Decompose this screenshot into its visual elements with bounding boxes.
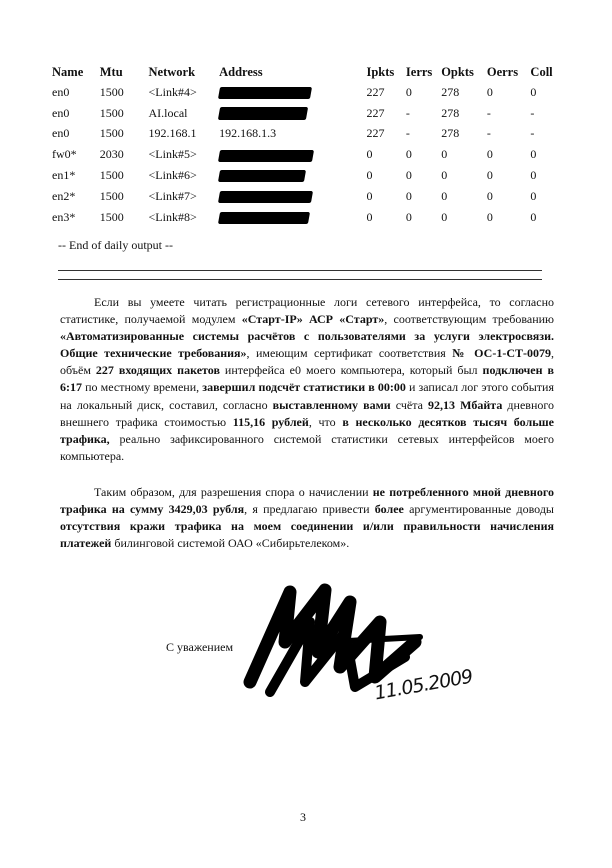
cell-network: AI.local bbox=[148, 105, 188, 120]
cell-address bbox=[219, 82, 366, 103]
table-row bbox=[52, 165, 572, 186]
header-name: Name bbox=[52, 64, 84, 79]
text-run: , объём bbox=[60, 346, 554, 378]
cell-oerrs: - bbox=[486, 105, 491, 120]
cell-opkts: 278 bbox=[441, 84, 460, 99]
signature-date: 11.05.2009 bbox=[372, 665, 474, 705]
cell-mtu: 1500 bbox=[99, 105, 124, 120]
cell-mtu: 1500 bbox=[99, 126, 124, 141]
redaction-mark bbox=[218, 191, 313, 203]
cell-ipkts: 0 bbox=[366, 188, 373, 203]
redaction-mark bbox=[218, 150, 314, 162]
cell-mtu: 2030 bbox=[99, 147, 124, 162]
redaction-mark bbox=[218, 212, 310, 224]
end-of-output-line: -- End of daily output -- bbox=[58, 238, 173, 252]
table-row bbox=[52, 186, 572, 207]
cell-ierrs: 0 bbox=[405, 147, 412, 162]
text-run: дневного внешнего трафика стоимостью bbox=[60, 397, 554, 429]
header-ierrs: Ierrs bbox=[405, 64, 433, 79]
cell-network: <Link#6> bbox=[148, 168, 197, 183]
header-opkts: Opkts bbox=[441, 64, 474, 79]
table-row bbox=[52, 144, 572, 165]
closing-salutation: С уважением bbox=[166, 640, 234, 654]
cell-opkts: 0 bbox=[441, 168, 448, 183]
text-run: по местному времени, bbox=[82, 380, 203, 395]
bold-text-run: «Старт-IP» АСР «Старт» bbox=[241, 312, 385, 327]
redaction-mark bbox=[218, 107, 308, 120]
cell-mtu: 1500 bbox=[99, 168, 124, 183]
cell-network: <Link#8> bbox=[148, 209, 197, 224]
bold-text-run: отсутствия кражи трафика на моем соединении и/или правильности начисления платежей bbox=[60, 519, 554, 551]
cell-mtu: 1500 bbox=[99, 188, 124, 203]
header-mtu: Mtu bbox=[99, 64, 123, 79]
cell-ipkts: 227 bbox=[366, 126, 385, 141]
cell-opkts: 0 bbox=[441, 188, 448, 203]
redaction-mark bbox=[218, 87, 312, 99]
cell-name: en0 bbox=[52, 126, 70, 141]
cell-address bbox=[219, 207, 366, 228]
cell-ipkts: 227 bbox=[366, 84, 385, 99]
cell-name: en0 bbox=[52, 84, 70, 99]
cell-ipkts: 0 bbox=[366, 168, 373, 183]
separator-line bbox=[58, 270, 542, 280]
cell-coll: 0 bbox=[530, 209, 537, 224]
bold-text-run: завершил подсчёт статистики в 00:00 bbox=[202, 380, 406, 395]
cell-mtu: 1500 bbox=[99, 209, 124, 224]
cell-oerrs: - bbox=[486, 126, 491, 141]
cell-name: en2* bbox=[52, 188, 76, 203]
cell-network: 192.168.1 bbox=[148, 126, 197, 141]
netstat-header-row bbox=[52, 62, 572, 82]
cell-ierrs: 0 bbox=[405, 168, 412, 183]
bold-text-run: 115,16 рублей bbox=[232, 414, 309, 429]
cell-name: en1* bbox=[52, 168, 76, 183]
table-row bbox=[52, 82, 572, 103]
cell-coll: - bbox=[530, 126, 535, 141]
text-run: аргументированные доводы bbox=[403, 502, 554, 517]
text-run: Таким образом, для разрешения спора о начислении bbox=[94, 485, 373, 499]
cell-ierrs: 0 bbox=[405, 84, 412, 99]
cell-ierrs: 0 bbox=[405, 188, 412, 203]
cell-address bbox=[219, 165, 366, 186]
text-run: билинговой системой ОАО «Сибирьтелеком». bbox=[111, 536, 350, 551]
bold-text-run: 227 входящих пакетов bbox=[95, 363, 220, 378]
bold-text-run: подключен в 6:17 bbox=[60, 363, 554, 395]
header-ipkts: Ipkts bbox=[366, 64, 395, 79]
text-run: Если вы умеете читать регистрационные логи сетевого интерфейса, то согласно статистике, получаемой модулем bbox=[60, 295, 554, 327]
cell-ierrs: - bbox=[405, 105, 410, 120]
paragraph-proposal bbox=[60, 484, 554, 552]
cell-network: <Link#7> bbox=[148, 188, 197, 203]
cell-oerrs: 0 bbox=[486, 168, 493, 183]
cell-ierrs: 0 bbox=[405, 209, 412, 224]
cell-address bbox=[219, 103, 366, 124]
text-run: интерфейса е0 моего компьютера, который был bbox=[219, 363, 483, 378]
cell-coll: 0 bbox=[530, 168, 537, 183]
header-network: Network bbox=[148, 64, 196, 79]
text-run: , имеющим сертификат соответствия bbox=[246, 346, 453, 361]
cell-opkts: 0 bbox=[441, 147, 448, 162]
cell-name: fw0* bbox=[52, 147, 77, 162]
cell-oerrs: 0 bbox=[486, 188, 493, 203]
text-run: , соответствующим требованию bbox=[384, 312, 555, 327]
cell-ipkts: 0 bbox=[366, 147, 373, 162]
bold-text-run: 92,13 Мбайта bbox=[428, 397, 503, 412]
bold-text-run: не потребленного мной дневного трафика на сумму 3429,03 рубля bbox=[60, 485, 554, 517]
table-row bbox=[52, 124, 572, 145]
text-run: , что bbox=[308, 414, 343, 429]
cell-network: <Link#4> bbox=[148, 84, 197, 99]
cell-oerrs: 0 bbox=[486, 209, 493, 224]
cell-address: 192.168.1.3 bbox=[219, 126, 277, 141]
cell-ipkts: 227 bbox=[366, 105, 385, 120]
cell-address bbox=[219, 144, 366, 165]
cell-oerrs: 0 bbox=[486, 84, 493, 99]
cell-name: en3* bbox=[52, 209, 76, 224]
text-run: , я предлагаю привести bbox=[244, 502, 375, 517]
cell-name: en0 bbox=[52, 105, 70, 120]
table-row bbox=[52, 207, 572, 228]
paragraph-statistics bbox=[60, 294, 554, 465]
header-coll: Coll bbox=[530, 64, 553, 79]
bold-text-run: выставленному вами bbox=[272, 397, 391, 412]
cell-opkts: 278 bbox=[441, 105, 460, 120]
bold-text-run: в несколько десятков тысяч больше трафика, bbox=[60, 414, 554, 446]
text-run: реально зафиксированного системой статистики сетевых интерфейсов моего компьютера. bbox=[60, 431, 554, 463]
header-address: Address bbox=[219, 64, 263, 79]
cell-opkts: 0 bbox=[441, 209, 448, 224]
netstat-table bbox=[52, 62, 572, 228]
cell-address bbox=[219, 186, 366, 207]
bold-text-run: «Автоматизированные системы расчётов с пользователями за услуги электросвязи. Общие технические требования» bbox=[60, 329, 554, 361]
text-run: и записал лог этого события на локальный диск, составил, согласно bbox=[60, 380, 554, 412]
cell-coll: 0 bbox=[530, 188, 537, 203]
cell-coll: 0 bbox=[530, 147, 537, 162]
cell-opkts: 278 bbox=[441, 126, 460, 141]
bold-text-run: № ОС-1-СТ-0079 bbox=[452, 346, 551, 361]
text-run: счёта bbox=[390, 397, 428, 412]
redaction-mark bbox=[218, 170, 306, 182]
cell-ierrs: - bbox=[405, 126, 410, 141]
header-oerrs: Oerrs bbox=[486, 64, 519, 79]
cell-coll: 0 bbox=[530, 84, 537, 99]
cell-network: <Link#5> bbox=[148, 147, 197, 162]
cell-coll: - bbox=[530, 105, 535, 120]
cell-oerrs: 0 bbox=[486, 147, 493, 162]
cell-mtu: 1500 bbox=[99, 84, 124, 99]
table-row bbox=[52, 103, 572, 124]
cell-ipkts: 0 bbox=[366, 209, 373, 224]
page-number: 3 bbox=[300, 810, 306, 824]
bold-text-run: более bbox=[374, 502, 404, 517]
